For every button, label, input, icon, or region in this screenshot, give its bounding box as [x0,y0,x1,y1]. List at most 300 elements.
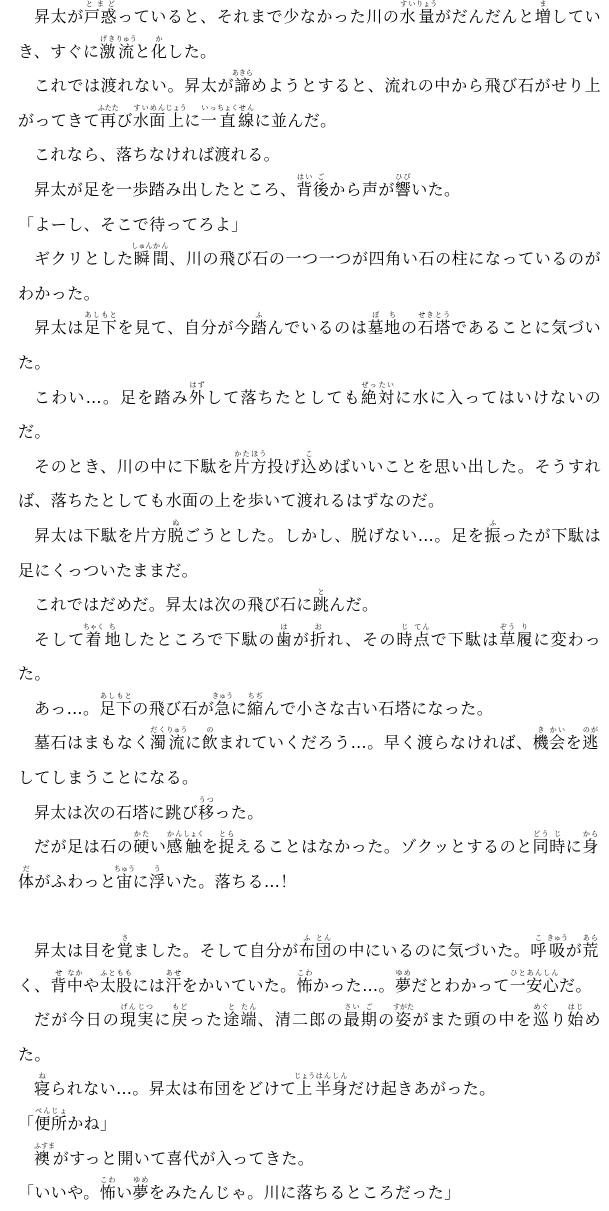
kanji-base: 後 [312,179,330,199]
text-run: に [184,110,201,130]
text-run: そのとき、川の中に下駄を [34,456,234,476]
furigana-reading: りょう [416,0,438,8]
text-run: がふわっと [34,871,117,891]
furigana-word [116,968,133,995]
furigana-reading: ぞう [499,622,516,631]
kanji-base: 跳 [312,595,330,615]
text-run: んでいるのは [267,318,368,338]
furigana-reading: じ [549,830,566,839]
kanji-base: 方 [250,456,268,476]
furigana-reading: しん [331,1072,348,1081]
furigana-reading: のが [582,726,599,735]
text-run: んで小さな古い石塔になった。 [263,698,494,718]
furigana-reading: あら [582,934,599,943]
furigana-reading: ふ [250,311,268,320]
furigana-word [315,934,332,961]
furigana-word [131,242,153,269]
text-run: めた。 [18,1010,601,1064]
furigana-reading: はん [315,1072,332,1081]
furigana-reading: ゆめ [132,1176,149,1185]
kanji-base: 背 [50,975,67,995]
text-run: に [154,1010,172,1030]
text-run: がまた頭の中を [411,1010,533,1030]
furigana-word [149,726,167,753]
paragraph [18,519,601,588]
furigana-reading: ゆめ [394,968,412,977]
furigana-word [434,311,452,338]
furigana-reading: とら [218,830,235,839]
kanji-base: 込 [300,456,318,476]
kanji-base: 面 [149,110,166,130]
text-run: 、川の飛び石の一つ一つが四角い石の柱になっているのがわかった。 [18,249,601,303]
furigana-word [18,864,35,891]
paragraph [18,173,601,208]
text-run: 墓石はまもなく [34,733,150,753]
furigana-word [116,934,134,961]
kanji-base: 外 [188,387,207,407]
furigana-word [97,103,119,130]
text-run: を見て、自分が今 [117,318,251,338]
furigana-reading: ま [534,0,552,8]
furigana-word [582,726,599,753]
paragraph [18,1107,601,1142]
furigana-word [152,242,170,269]
kanji-base: 折 [309,629,328,649]
furigana-reading: ふすま [34,1141,55,1150]
kanji-base: 流 [115,41,137,61]
furigana-reading: ちょく [217,103,239,112]
furigana-word [315,1072,332,1099]
furigana-word [247,691,264,718]
text-run: ました。そして自分が [133,941,299,961]
furigana-word [132,1176,149,1203]
text-run: した。 [167,41,217,61]
furigana-word [396,622,414,649]
furigana-word [104,622,122,649]
furigana-reading: こ [300,449,318,458]
text-run: られない…。昇太は布団をどけて [50,1079,297,1099]
furigana-word [549,726,566,753]
furigana-reading: とん [315,934,332,943]
text-run: いた。落ちる…！ [165,871,297,891]
text-run: えることはなかった。ゾクッとするのと [234,837,533,857]
text-run: をみたんじゃ。川に落ちるところだった」 [148,1183,461,1203]
furigana-word [233,449,251,476]
furigana-word [166,726,188,753]
furigana-word [300,449,318,476]
kanji-base: 増 [534,7,552,26]
furigana-word [394,968,412,995]
text-run: く、 [18,975,51,995]
kanji-base: 姿 [392,1010,414,1030]
furigana-reading: さ [116,934,134,943]
furigana-reading: と [312,588,330,597]
furigana-reading: もと [100,311,118,320]
furigana-reading: ほう [250,449,267,458]
text-run: った。 [214,802,264,822]
kanji-base: 時 [396,629,414,649]
furigana-reading: かい [549,726,566,735]
furigana-word [582,934,599,961]
kanji-base: 対 [378,387,396,407]
paragraph [18,311,601,380]
furigana-word [275,622,293,649]
text-run: い [149,837,167,857]
kanji-base: 布 [298,941,316,961]
furigana-word [296,968,313,995]
text-run: 「よーし、そこで待ってろよ」 [18,214,248,234]
text-run: 昇太が [34,7,84,26]
furigana-reading: しゅん [131,242,153,251]
kanji-base: 再 [97,110,119,130]
furigana-word [211,691,233,718]
furigana-word [113,864,135,891]
kanji-base: 化 [150,41,168,61]
furigana-word [416,0,438,26]
furigana-reading: かん [166,830,183,839]
furigana-reading: げん [120,1003,137,1012]
furigana-reading: しん [542,968,559,977]
furigana-word [296,172,313,199]
furigana-reading: か [150,34,168,43]
text-run: 「いいや。 [18,1183,100,1203]
furigana-word [378,380,396,407]
furigana-reading: ふ [298,934,316,943]
text-run: った [188,1010,224,1030]
text-run: が [565,941,583,961]
furigana-word [150,34,168,61]
furigana-word [532,830,550,857]
kanji-base: 巡 [532,1010,551,1030]
kanji-base: 寝 [34,1079,51,1099]
paragraph [18,450,601,519]
kanji-base: 団 [315,941,332,961]
text-run: まれていくだろう…。早く渡らなければ、 [218,733,533,753]
kanji-base: 端 [240,1010,258,1030]
paragraph [18,588,601,623]
kanji-base: 半 [315,1079,332,1099]
furigana-reading: とまど [83,0,117,8]
furigana-word [367,311,385,338]
furigana-word [250,449,268,476]
text-run: 投げ [267,456,301,476]
paragraph [18,138,601,173]
kanji-base: 硬 [133,837,150,857]
furigana-word [115,34,137,61]
text-run: したところで下駄の [121,629,276,649]
furigana-reading: り [516,622,533,631]
furigana-reading: せき [417,311,435,320]
furigana-word [534,0,552,26]
kanji-base: 流 [166,733,188,753]
text-run: をかいていた。 [181,975,297,995]
furigana-word [384,311,401,338]
furigana-word [399,0,417,26]
furigana-word [532,1003,551,1030]
kanji-base: 捉 [218,837,235,857]
text-run: がすっと開いて喜代が入ってきた。 [52,1148,315,1168]
furigana-word [217,103,239,130]
kanji-base: 履 [516,629,534,649]
furigana-word [360,380,379,407]
furigana-reading: きゅう [546,934,568,943]
furigana-word [240,1003,258,1030]
kanji-base: 着 [83,629,105,649]
paragraph [18,242,601,311]
furigana-reading: さい [343,1003,361,1012]
paragraph [18,796,601,831]
kanji-base: 身 [582,837,599,857]
text-run: に [565,837,583,857]
text-run: に水に入ってはいけないのだ。 [18,387,601,442]
furigana-reading: じょう [165,103,187,112]
kanji-base: 上 [294,1079,316,1099]
text-run: こわい…。足を踏み [34,387,189,407]
kanji-base: 触 [182,837,204,857]
text-run: かね」 [67,1114,117,1133]
furigana-reading: きゅう [211,691,233,700]
text-run: で下駄は [430,629,500,649]
furigana-reading: りゅう [166,726,188,735]
kanji-base: 襖 [34,1148,55,1168]
text-run: 昇太は目を [34,941,117,961]
furigana-word [298,934,316,961]
furigana-word [200,103,218,130]
text-run: から声が [329,179,395,199]
furigana-reading: ぼ [367,311,384,320]
kanji-base: 最 [343,1010,361,1030]
paragraph [18,1003,601,1072]
text-run: だ。 [559,975,592,995]
kanji-base: 踏 [250,318,268,338]
kanji-base: 石 [417,318,435,338]
furigana-reading: もど [171,1003,189,1012]
kanji-base: 振 [484,525,502,545]
furigana-reading: だく [149,726,167,735]
furigana-reading: ち [384,311,401,320]
furigana-word [100,311,118,338]
furigana-reading: ちぢ [247,691,264,700]
furigana-word [171,1003,189,1030]
furigana-reading: ちゅう [113,864,135,873]
text-run: ごうとした。しかし、脱げない…。足を [184,525,485,545]
furigana-reading: せん [238,103,255,112]
text-run: していき、すぐに [18,7,602,61]
furigana-reading: はず [188,380,206,389]
furigana-word [198,795,215,822]
furigana-word [132,103,150,130]
paragraph [18,692,601,727]
furigana-reading: き [532,726,550,735]
paragraph [18,1072,601,1107]
furigana-reading: はい [296,172,313,181]
furigana-word [582,830,599,857]
furigana-word [309,622,328,649]
text-run: 昇太が足を一歩踏み出したところ、 [34,179,297,199]
text-run: 昇太は次の石塔に跳び [34,802,199,822]
kanji-base: 墓 [367,318,385,338]
furigana-reading: ひび [394,172,412,181]
furigana-reading: はじ [567,1003,584,1012]
furigana-word [331,1072,348,1099]
furigana-reading: こわ [296,968,313,977]
paragraph [18,830,601,899]
furigana-word [312,588,330,615]
furigana-reading: あん [526,968,543,977]
kanji-base: 心 [542,975,559,995]
furigana-reading: ぬ [167,518,184,527]
furigana-word [34,1141,55,1168]
furigana-word [484,518,502,545]
text-run: に [185,733,202,753]
paragraph [18,1176,601,1211]
paragraph [18,69,601,138]
paragraph [18,623,601,692]
furigana-reading: ちゃく [83,622,105,631]
furigana-word [231,69,253,96]
furigana-reading: べん [34,1107,51,1115]
text-run: これでは渡れない。昇太が [34,76,235,96]
text-run: だが今日の [34,1010,121,1030]
furigana-word [394,172,412,199]
kanji-base: 太 [99,975,117,995]
text-run: 、清二郎の [257,1010,344,1030]
furigana-reading: すい [132,103,150,112]
text-run: を [565,733,583,753]
text-run: や [83,975,100,995]
paragraph [18,0,601,69]
furigana-reading: ふたた [97,103,119,112]
furigana-reading: あきら [231,69,253,78]
kanji-base: 急 [211,698,233,718]
paragraph [18,1142,601,1177]
kanji-base: 中 [66,975,84,995]
kanji-base: 濁 [149,733,167,753]
kanji-base: 片 [233,456,251,476]
furigana-word [360,1003,379,1030]
text-run: に変わった。 [18,629,602,684]
kanji-base: 響 [394,179,412,199]
furigana-word [312,172,330,199]
text-run: して落ちたとしても [206,387,361,407]
kanji-base: 感 [166,837,183,857]
furigana-word [549,830,566,857]
kanji-base: 途 [223,1010,241,1030]
kanji-base: 一 [200,110,218,130]
furigana-word [34,1072,51,1099]
furigana-reading: じょう [294,1072,316,1081]
kanji-base: 怖 [296,975,313,995]
text-run: そして [34,629,86,649]
furigana-reading: と [223,1003,240,1012]
kanji-base: 体 [18,871,35,891]
furigana-reading: ふと [99,968,117,977]
furigana-word [165,103,187,130]
kanji-base: 期 [360,1010,379,1030]
furigana-word [166,830,183,857]
kanji-base: 身 [331,1079,348,1099]
text-run: んだ。 [329,595,379,615]
furigana-word [99,968,117,995]
kanji-base: 一 [509,975,527,995]
furigana-word [526,968,543,995]
furigana-reading: すい [399,0,416,8]
kanji-base: 安 [526,975,543,995]
text-run: り [550,1010,568,1030]
kanji-base: 背 [296,179,313,199]
text-run: に並んだ。 [254,110,337,130]
text-run: が [292,629,310,649]
furigana-reading: う [149,864,166,873]
paragraph [18,726,601,795]
text-run: に [230,698,248,718]
kanji-base: 現 [120,1010,138,1030]
furigana-word [542,968,559,995]
kanji-base: 時 [549,837,566,857]
kanji-base: 夢 [132,1183,149,1203]
paragraph [18,381,601,450]
kanji-base: 瞬 [131,249,153,269]
kanji-base: 水 [399,7,417,26]
kanji-base: 移 [198,802,215,822]
furigana-reading: こわ [99,1176,117,1185]
furigana-word [188,380,207,407]
furigana-word [516,622,534,649]
text-run: これではだめだ。昇太は次の飛び石に [34,595,313,615]
text-run: れ、その [327,629,397,649]
furigana-word [137,1003,155,1030]
kanji-base: 吸 [546,941,568,961]
furigana-word [83,622,105,649]
text-run: であることに気づいた。 [18,318,602,372]
furigana-reading: どう [532,830,550,839]
kanji-base: 戻 [171,1010,189,1030]
furigana-word [294,1072,316,1099]
furigana-reading: たい [378,380,395,389]
text-run: に [132,871,150,891]
kanji-base: 地 [104,629,122,649]
furigana-word [532,726,550,753]
furigana-reading: ご [360,1003,378,1012]
kanji-base: 逃 [582,733,599,753]
kanji-base: 汗 [165,975,182,995]
furigana-reading: あし [99,691,116,700]
paragraph [18,208,601,243]
kanji-base: 便 [34,1114,51,1133]
furigana-word [238,103,255,130]
furigana-word [99,691,116,718]
furigana-reading: じつ [137,1003,154,1012]
kanji-base: 地 [384,318,401,338]
kanji-base: 実 [137,1010,155,1030]
kanji-base: 点 [413,629,431,649]
kanji-base: 始 [567,1010,585,1030]
kanji-base: 下 [100,318,118,338]
text-run: これなら、落ちなければ渡れる。 [34,145,281,165]
kanji-base: 下 [115,698,133,718]
furigana-reading: たん [240,1003,257,1012]
furigana-reading: ね [34,1072,51,1081]
kanji-base: 覚 [116,941,134,961]
kanji-base: 機 [532,733,550,753]
furigana-reading: から [582,830,599,839]
furigana-word [149,103,166,130]
furigana-reading: げき [99,34,116,43]
furigana-word [218,830,235,857]
furigana-reading: じょ [50,1107,68,1115]
furigana-reading: めぐ [532,1003,550,1012]
furigana-word [120,1003,138,1030]
